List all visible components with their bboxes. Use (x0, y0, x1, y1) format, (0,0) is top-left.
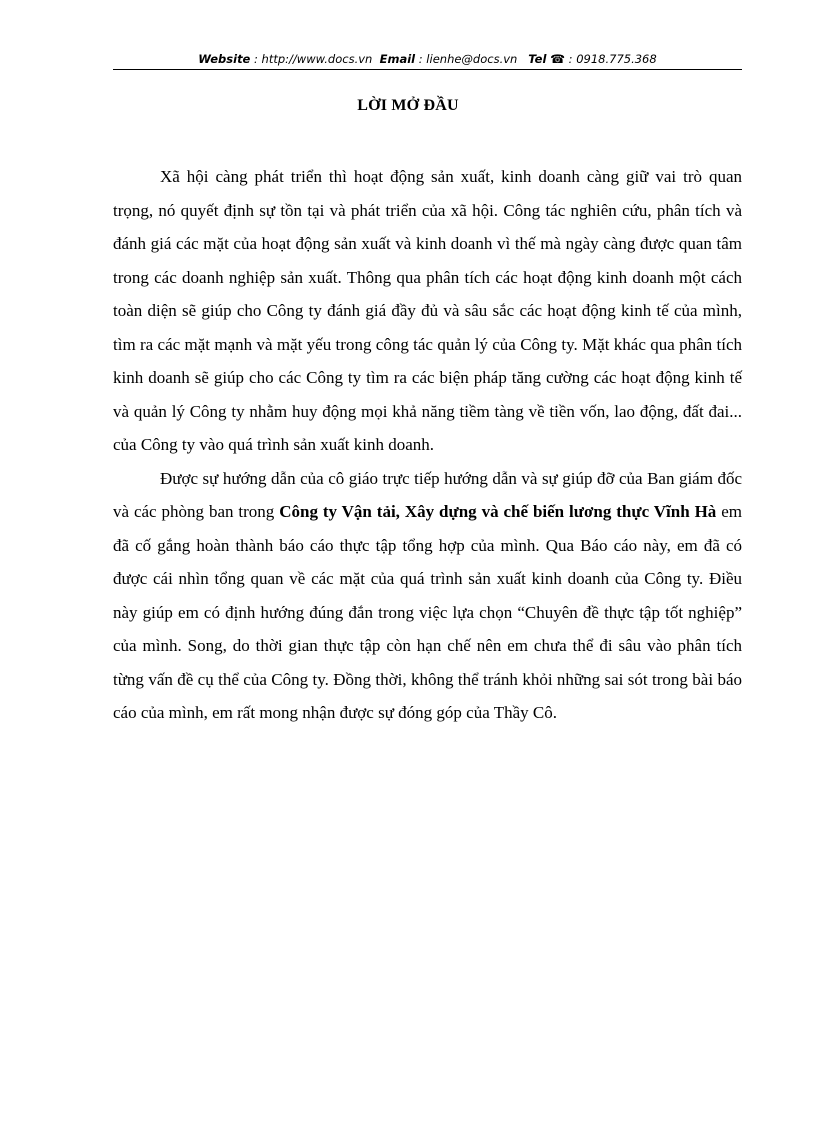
paragraph-2-start: Được sự hướng dẫn của cô giáo trực tiếp hướng dẫn và sự giúp đỡ của Ban giám đốc và các phòng ban trong (113, 468, 742, 521)
paragraph-2-end: em đã cố gắng hoàn thành báo cáo thực tập tổng hợp của mình. Qua Báo cáo này, em đã có được cái nhìn tổng quan về các mặt của quá trình sản xuất kinh doanh của Công ty. Điều này giúp em có định hướng đúng đắn trong việc lựa chọn “Chuyên đề thực tập tốt nghiệp” của mình. Song, do thời gian thực tập còn hạn chế nên em chưa thể đi sâu vào phân tích từng vấn đề cụ thể của Công ty. Đồng thời, không thể tránh khỏi những sai sót trong bài báo cáo của mình, em rất mong nhận được sự đóng góp của Thầy Cô. (113, 502, 742, 722)
email-label: Email (379, 52, 416, 66)
website-value: : http://www.docs.vn (250, 52, 373, 66)
paragraph-1: Xã hội càng phát triển thì hoạt động sản xuất, kinh doanh càng giữ vai trò quan trọng, nó quyết định sự tồn tại và phát triển của xã hội. Công tác nghiên cứu, phân tích và đánh giá các mặt của hoạt động sản xuất và kinh doanh vì thế mà ngày càng được quan tâm trong các doanh nghiệp sản xuất. Thông qua phân tích các hoạt động kinh doanh một cách toàn diện sẽ giúp cho Công ty đánh giá đầy đủ và sâu sắc các hoạt động kinh tế của mình, tìm ra các mặt mạnh và mặt yếu trong công tác quản lý của Công ty. Mặt khác qua phân tích kinh doanh sẽ giúp cho các Công ty tìm ra các biện pháp tăng cường các hoạt động kinh tế và quản lý Công ty nhằm huy động mọi khả năng tiềm tàng về tiền vốn, lao động, đất đai... của Công ty vào quá trình sản xuất kinh doanh. (113, 167, 742, 454)
page-header (113, 52, 742, 70)
tel-value: : 0918.775.368 (565, 52, 657, 66)
document-body (113, 160, 742, 730)
company-name: Công ty Vận tải, Xây dựng và chế biến lương thực Vĩnh Hà (279, 502, 717, 521)
phone-icon: ☎ (550, 52, 566, 66)
paragraph-2 (113, 462, 742, 730)
website-label: Website (198, 52, 251, 66)
tel-label: Tel (528, 52, 547, 66)
page-title: LỜI MỞ ĐẦU (357, 97, 459, 114)
email-value: : lienhe@docs.vn (415, 52, 518, 66)
